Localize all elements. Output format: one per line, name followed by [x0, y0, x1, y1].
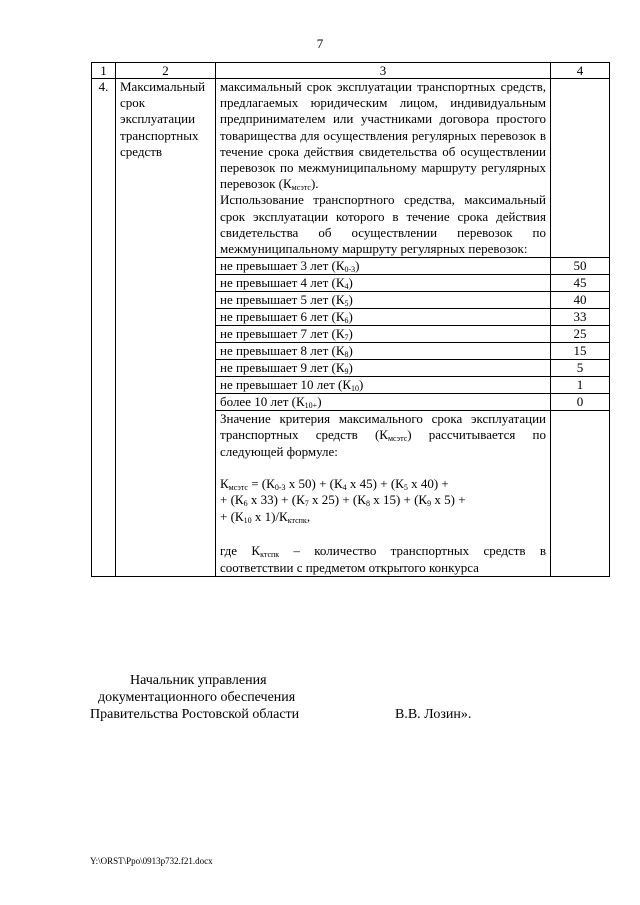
option-score: 33 — [551, 309, 610, 326]
table-header-row — [92, 63, 610, 79]
formula-intro: Значение критерия максимального срока эксплуатации транспортных средств $(К_{мсэтс})$ рассчитывается по следующей формуле: — [220, 411, 546, 459]
criterion-description — [216, 79, 551, 258]
header-col-1: 1 — [92, 63, 116, 79]
formula-where: где $К_{ктспк}$ – количество транспортных средств в соответствии с предметом открытого конкурса — [220, 543, 546, 575]
option-label: более 10 лет $(К_{10+})$ — [216, 394, 551, 411]
description-end: ). — [310, 176, 319, 192]
option-score: 5 — [551, 360, 610, 377]
header-col-2: 2 — [116, 63, 216, 79]
option-label: не превышает 9 лет $(К_9)$ — [216, 360, 551, 377]
page-number: 7 — [316, 36, 324, 51]
description-score-empty — [551, 79, 610, 258]
signature-line-2: документационного обеспечения — [98, 690, 296, 705]
option-score: 1 — [551, 377, 610, 394]
formula-cell — [216, 411, 551, 577]
description-text-2: Использование транспортного средства, максимальный срок эксплуатации которого в течение срока действия свидетельства об осуществлении перевозок по межмуниципальному маршруту регулярных перевозок: — [220, 192, 546, 257]
criterion-name: Максимальный срок эксплуатации транспортных средств — [116, 79, 216, 577]
criteria-table — [91, 62, 610, 577]
description-text-1: максимальный срок эксплуатации транспортных средств, предлагаемых юридическим лицом, индивидуальным предпринимателем или участниками договора простого товарищества для осуществления регулярных перевозок в течение срока действия свидетельства об осуществлении перевозок по межмуниципальному маршруту регулярных перевозок (К — [220, 79, 546, 192]
option-score: 25 — [551, 326, 610, 343]
option-score: 15 — [551, 343, 610, 360]
signature-line-3: Правительства Ростовской области — [90, 707, 300, 722]
option-score: 50 — [551, 258, 610, 275]
signatory-name: В.В. Лозин». — [395, 707, 472, 722]
header-col-4: 4 — [551, 63, 610, 79]
option-label: не превышает 6 лет $(К_6)$ — [216, 309, 551, 326]
option-score: 40 — [551, 292, 610, 309]
header-col-3: 3 — [216, 63, 551, 79]
formula-score-empty — [551, 411, 610, 577]
option-label: не превышает 8 лет $(К_8)$ — [216, 343, 551, 360]
option-label: не превышает 7 лет $(К_7)$ — [216, 326, 551, 343]
signature-line-1: Начальник управления — [130, 673, 267, 688]
option-label: не превышает 4 лет $(К_4)$ — [216, 275, 551, 292]
formula — [220, 476, 546, 526]
signature-block — [90, 672, 472, 723]
file-path-footer: Y:\ORST\Ppo\0913p732.f21.docx — [90, 856, 213, 866]
option-score: 0 — [551, 394, 610, 411]
option-label: не превышает 3 лет $(К_{0-3})$ — [216, 258, 551, 275]
option-label: не превышает 5 лет $(К_5)$ — [216, 292, 551, 309]
formula-line: $К_{мсэтс} = (К_{0-3}$ х $50) + (К_4$ х $45) + (К_5$ х 40) + — [220, 475, 449, 492]
row-number: 4. — [92, 79, 116, 577]
criterion-row — [92, 79, 610, 258]
option-label: не превышает 10 лет $(К_{10})$ — [216, 377, 551, 394]
option-score: 45 — [551, 275, 610, 292]
description-sub: мсэтс — [291, 183, 311, 193]
formula-line: + ($К_{10}$ х $1)/К_{ктспк}$, — [220, 508, 311, 525]
formula-line: + ($К_6$ х $33) + (К_7$ х $25) + (К_8$ х $15) + (К_9$ х 5) + — [220, 492, 466, 509]
